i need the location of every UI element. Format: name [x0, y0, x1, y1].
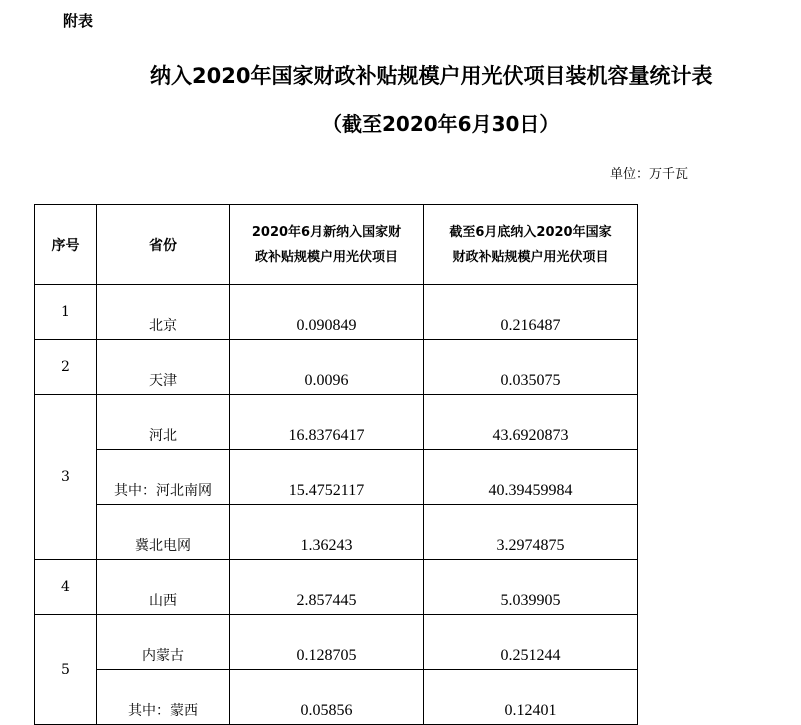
header-cumulative [424, 205, 638, 285]
table-header-row [35, 205, 638, 285]
row-cumulative: 40.39459984 [424, 450, 638, 505]
table-row [35, 670, 638, 725]
row-province: 北京 [97, 285, 230, 340]
row-june-new: 2.857445 [230, 560, 424, 615]
row-june-new: 1.36243 [230, 505, 424, 560]
header-june-new-line2: 政补贴规模户用光伏项目 [254, 249, 398, 265]
row-province: 山西 [97, 560, 230, 615]
header-cumulative-line1: 截至6月底纳入2020年国家 [449, 224, 612, 240]
table-row [35, 340, 638, 395]
row-province: 天津 [97, 340, 230, 395]
header-june-new [230, 205, 424, 285]
page-subtitle: （截至2020年6月30日） [322, 112, 560, 136]
table-row [35, 615, 638, 670]
row-june-new: 0.128705 [230, 615, 424, 670]
header-cumulative-line2: 财政补贴规模户用光伏项目 [452, 249, 609, 265]
capacity-table [34, 204, 638, 725]
row-june-new: 0.05856 [230, 670, 424, 725]
row-province: 其中：蒙西 [97, 670, 230, 725]
row-cumulative: 0.035075 [424, 340, 638, 395]
row-province: 冀北电网 [97, 505, 230, 560]
row-cumulative: 0.251244 [424, 615, 638, 670]
row-cumulative: 3.2974875 [424, 505, 638, 560]
table-row [35, 285, 638, 340]
header-province: 省份 [97, 205, 230, 285]
row-june-new: 0.0096 [230, 340, 424, 395]
table-row [35, 560, 638, 615]
row-cumulative: 0.216487 [424, 285, 638, 340]
row-cumulative: 43.6920873 [424, 395, 638, 450]
row-index: 4 [35, 560, 97, 615]
row-province: 河北 [97, 395, 230, 450]
header-index: 序号 [35, 205, 97, 285]
table-row [35, 395, 638, 450]
row-cumulative: 5.039905 [424, 560, 638, 615]
table-row [35, 505, 638, 560]
row-june-new: 15.4752117 [230, 450, 424, 505]
unit-label: 单位：万千瓦 [610, 167, 689, 182]
row-province: 其中：河北南网 [97, 450, 230, 505]
row-province: 内蒙古 [97, 615, 230, 670]
row-index: 2 [35, 340, 97, 395]
page-title: 纳入2020年国家财政补贴规模户用光伏项目装机容量统计表 [150, 64, 713, 88]
row-june-new: 0.090849 [230, 285, 424, 340]
row-cumulative: 0.12401 [424, 670, 638, 725]
table-row [35, 450, 638, 505]
row-index: 5 [35, 615, 97, 725]
row-index: 3 [35, 395, 97, 560]
appendix-label: 附表 [63, 12, 94, 30]
row-index: 1 [35, 285, 97, 340]
row-june-new: 16.8376417 [230, 395, 424, 450]
header-june-new-line1: 2020年6月新纳入国家财 [251, 224, 402, 240]
